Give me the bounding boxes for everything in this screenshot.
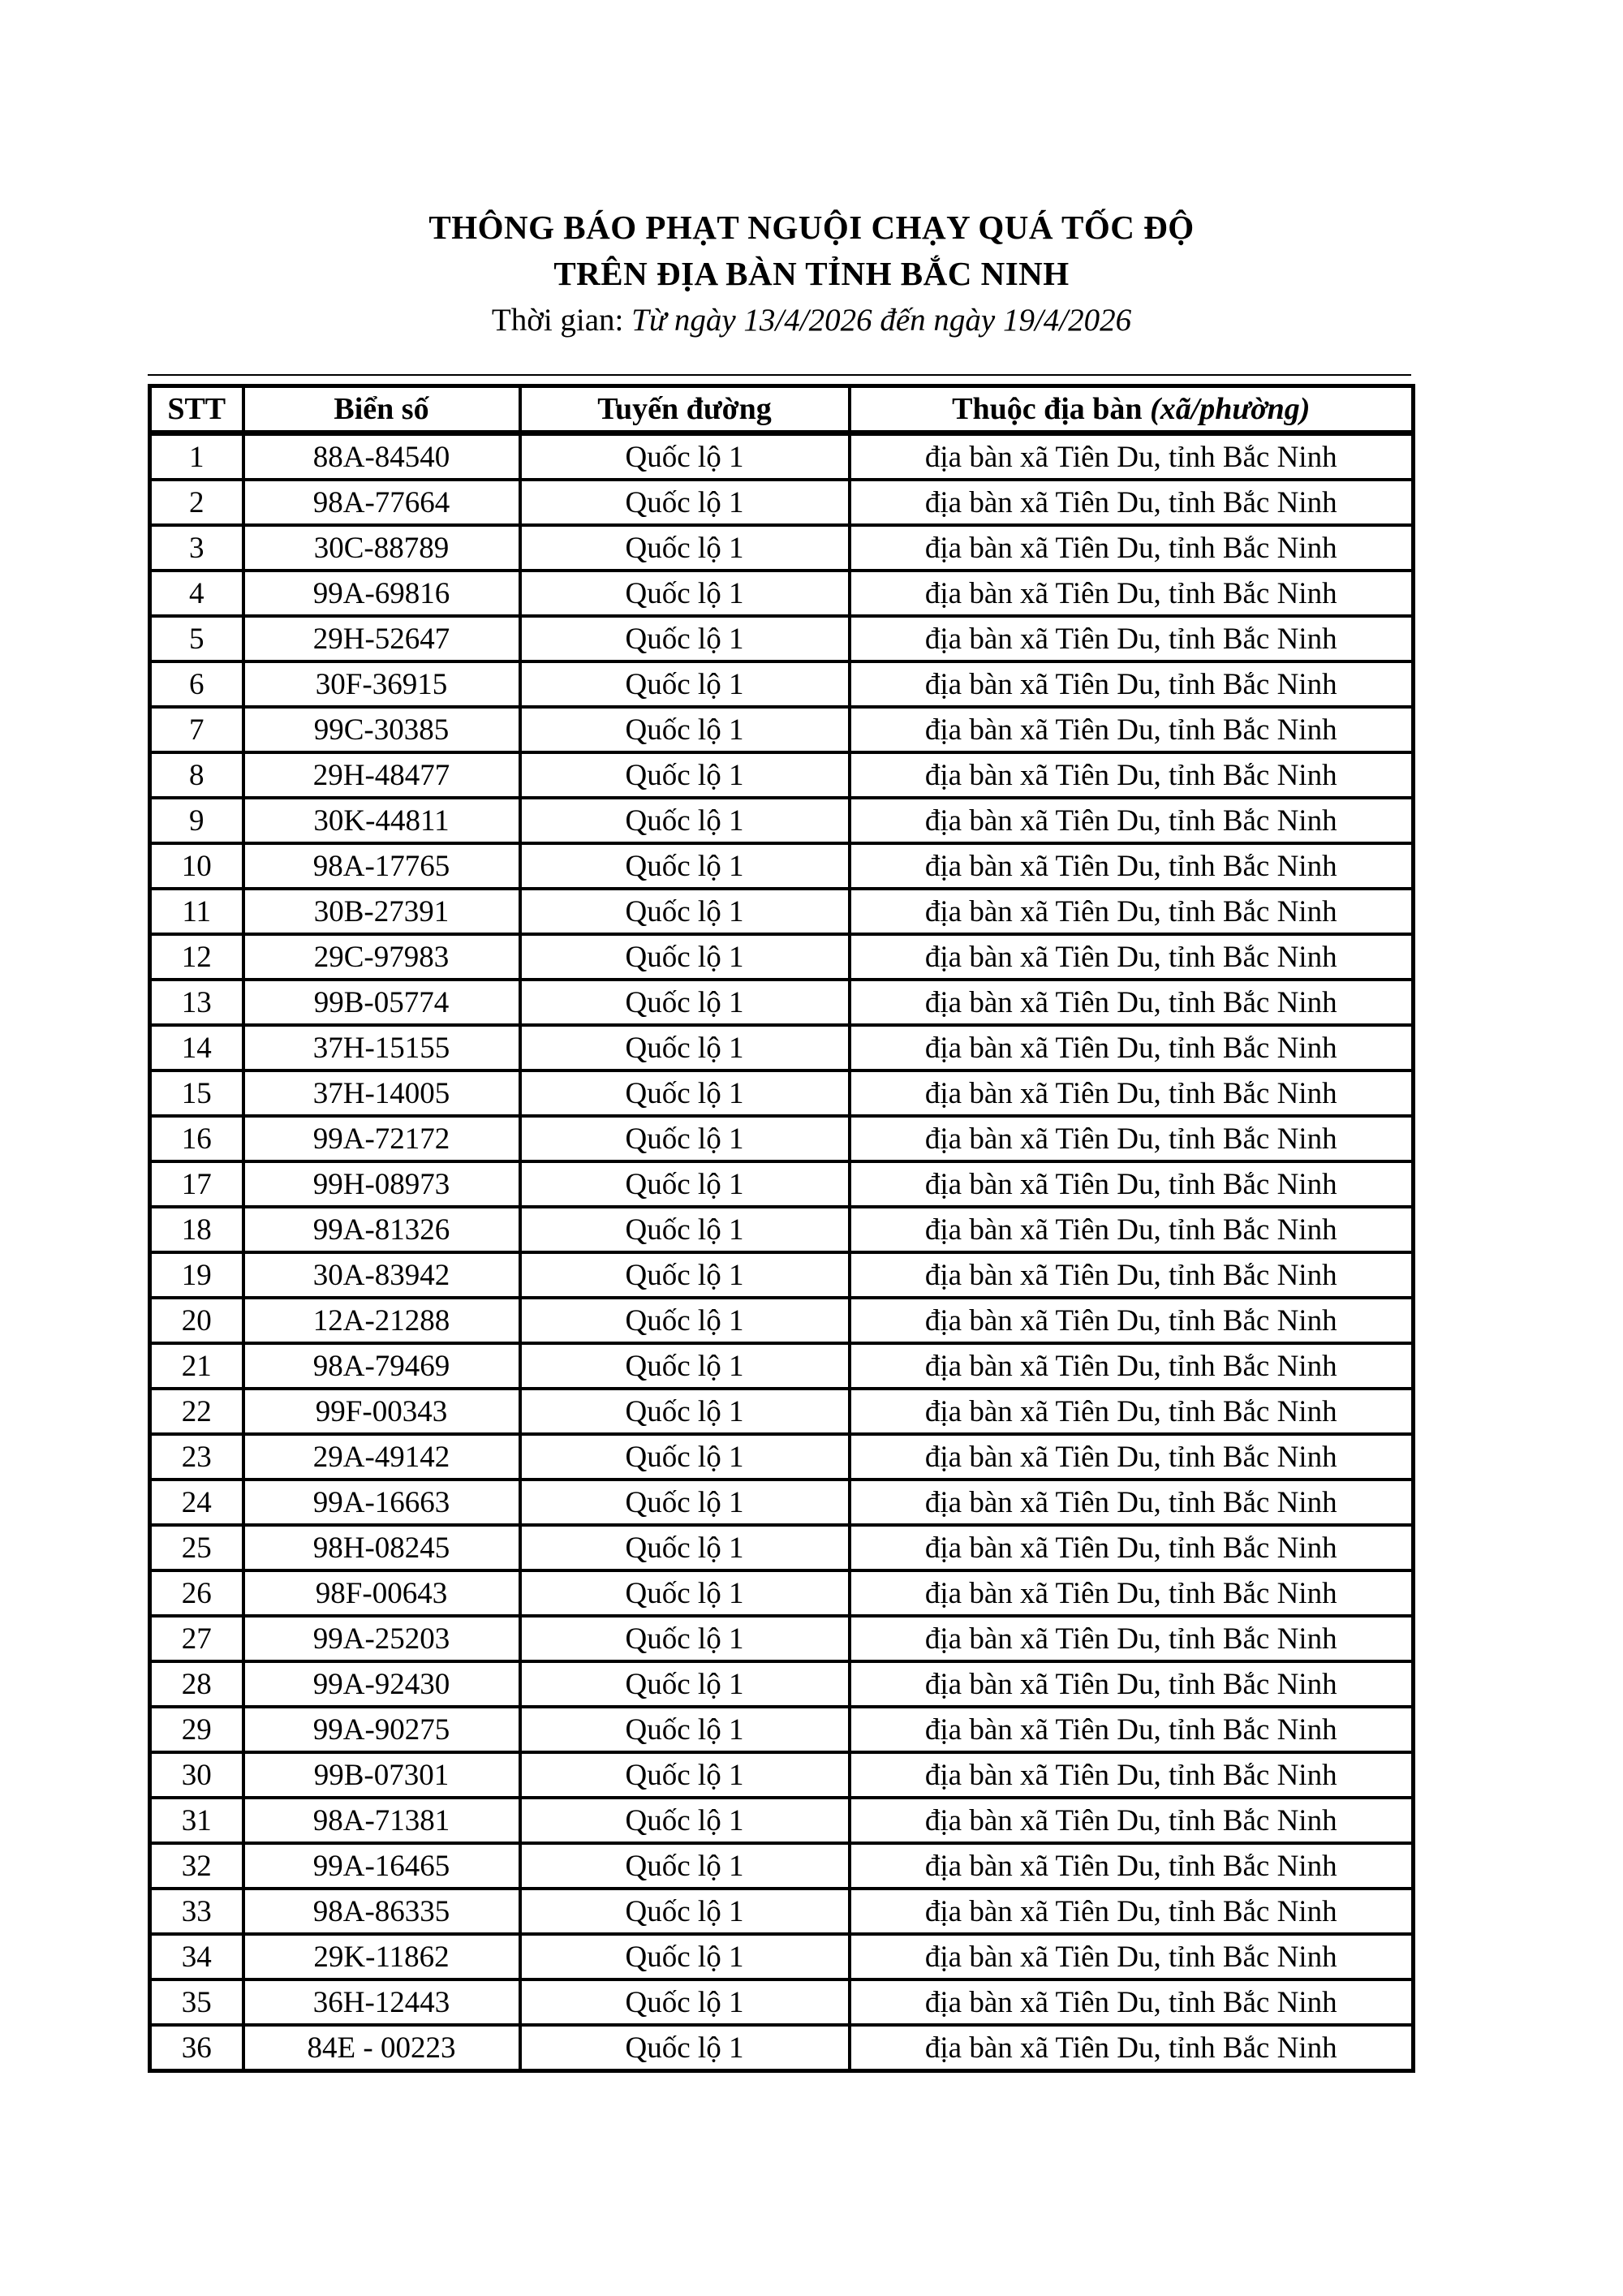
area-cell: địa bàn xã Tiên Du, tỉnh Bắc Ninh — [850, 661, 1414, 707]
route-cell: Quốc lộ 1 — [520, 798, 850, 843]
plate-cell: 99A-25203 — [243, 1616, 520, 1661]
area-cell: địa bàn xã Tiên Du, tỉnh Bắc Ninh — [850, 1161, 1414, 1207]
stt-cell: 3 — [150, 525, 243, 571]
stt-cell: 2 — [150, 480, 243, 525]
stt-cell: 16 — [150, 1116, 243, 1161]
table-row — [150, 1298, 1414, 1343]
area-cell: địa bàn xã Tiên Du, tỉnh Bắc Ninh — [850, 1843, 1414, 1889]
header-area — [850, 386, 1414, 433]
area-cell: địa bàn xã Tiên Du, tỉnh Bắc Ninh — [850, 1116, 1414, 1161]
plate-cell: 29K-11862 — [243, 1934, 520, 1979]
plate-cell: 12A-21288 — [243, 1298, 520, 1343]
route-cell: Quốc lộ 1 — [520, 1207, 850, 1252]
table-row — [150, 525, 1414, 571]
area-cell: địa bàn xã Tiên Du, tỉnh Bắc Ninh — [850, 1934, 1414, 1979]
table-row — [150, 571, 1414, 616]
route-cell: Quốc lộ 1 — [520, 1116, 850, 1161]
plate-cell: 37H-15155 — [243, 1025, 520, 1070]
area-cell: địa bàn xã Tiên Du, tỉnh Bắc Ninh — [850, 1070, 1414, 1116]
route-cell: Quốc lộ 1 — [520, 616, 850, 661]
area-cell: địa bàn xã Tiên Du, tỉnh Bắc Ninh — [850, 1207, 1414, 1252]
stt-cell: 21 — [150, 1343, 243, 1389]
plate-cell: 98A-17765 — [243, 843, 520, 889]
plate-cell: 88A-84540 — [243, 433, 520, 480]
route-cell: Quốc lộ 1 — [520, 752, 850, 798]
route-cell: Quốc lộ 1 — [520, 1389, 850, 1434]
table-row — [150, 1207, 1414, 1252]
stt-cell: 27 — [150, 1616, 243, 1661]
plate-cell: 30C-88789 — [243, 525, 520, 571]
stt-cell: 11 — [150, 889, 243, 934]
route-cell: Quốc lộ 1 — [520, 1934, 850, 1979]
area-cell: địa bàn xã Tiên Du, tỉnh Bắc Ninh — [850, 1525, 1414, 1570]
table-row — [150, 1616, 1414, 1661]
table-row — [150, 1889, 1414, 1934]
plate-cell: 99C-30385 — [243, 707, 520, 752]
route-cell: Quốc lộ 1 — [520, 1570, 850, 1616]
stt-cell: 35 — [150, 1979, 243, 2025]
table-row — [150, 1389, 1414, 1434]
plate-cell: 99A-81326 — [243, 1207, 520, 1252]
route-cell: Quốc lộ 1 — [520, 1979, 850, 2025]
route-cell: Quốc lộ 1 — [520, 433, 850, 480]
plate-cell: 30K-44811 — [243, 798, 520, 843]
table-row — [150, 661, 1414, 707]
stt-cell: 14 — [150, 1025, 243, 1070]
stt-cell: 36 — [150, 2025, 243, 2071]
plate-cell: 99A-90275 — [243, 1707, 520, 1752]
document-header — [0, 205, 1623, 343]
table-row — [150, 1570, 1414, 1616]
table-row — [150, 433, 1414, 480]
table-header-row — [150, 386, 1414, 433]
route-cell: Quốc lộ 1 — [520, 1434, 850, 1480]
document-subtitle — [0, 297, 1623, 343]
table-row — [150, 1161, 1414, 1207]
stt-cell: 19 — [150, 1252, 243, 1298]
route-cell: Quốc lộ 1 — [520, 889, 850, 934]
area-cell: địa bàn xã Tiên Du, tỉnh Bắc Ninh — [850, 1661, 1414, 1707]
area-cell: địa bàn xã Tiên Du, tỉnh Bắc Ninh — [850, 707, 1414, 752]
route-cell: Quốc lộ 1 — [520, 843, 850, 889]
area-cell: địa bàn xã Tiên Du, tỉnh Bắc Ninh — [850, 1434, 1414, 1480]
area-cell: địa bàn xã Tiên Du, tỉnh Bắc Ninh — [850, 433, 1414, 480]
area-cell: địa bàn xã Tiên Du, tỉnh Bắc Ninh — [850, 980, 1414, 1025]
plate-cell: 98A-86335 — [243, 1889, 520, 1934]
table-row — [150, 1116, 1414, 1161]
header-area-note: (xã/phường) — [1150, 392, 1311, 426]
route-cell: Quốc lộ 1 — [520, 1252, 850, 1298]
stt-cell: 34 — [150, 1934, 243, 1979]
plate-cell: 29H-52647 — [243, 616, 520, 661]
route-cell: Quốc lộ 1 — [520, 1298, 850, 1343]
area-cell: địa bàn xã Tiên Du, tỉnh Bắc Ninh — [850, 1798, 1414, 1843]
table-row — [150, 1343, 1414, 1389]
stt-cell: 25 — [150, 1525, 243, 1570]
route-cell: Quốc lộ 1 — [520, 2025, 850, 2071]
stt-cell: 6 — [150, 661, 243, 707]
table-row — [150, 1661, 1414, 1707]
plate-cell: 99A-72172 — [243, 1116, 520, 1161]
table-top-rule — [148, 374, 1411, 376]
area-cell: địa bàn xã Tiên Du, tỉnh Bắc Ninh — [850, 1252, 1414, 1298]
stt-cell: 29 — [150, 1707, 243, 1752]
stt-cell: 30 — [150, 1752, 243, 1798]
plate-cell: 30A-83942 — [243, 1252, 520, 1298]
stt-cell: 22 — [150, 1389, 243, 1434]
stt-cell: 1 — [150, 433, 243, 480]
table-row — [150, 480, 1414, 525]
plate-cell: 30F-36915 — [243, 661, 520, 707]
stt-cell: 5 — [150, 616, 243, 661]
table-row — [150, 1480, 1414, 1525]
table-row — [150, 1025, 1414, 1070]
stt-cell: 18 — [150, 1207, 243, 1252]
stt-cell: 15 — [150, 1070, 243, 1116]
plate-cell: 84E - 00223 — [243, 2025, 520, 2071]
area-cell: địa bàn xã Tiên Du, tỉnh Bắc Ninh — [850, 1707, 1414, 1752]
subtitle-label: Thời gian: — [491, 303, 632, 338]
area-cell: địa bàn xã Tiên Du, tỉnh Bắc Ninh — [850, 1343, 1414, 1389]
subtitle-date-range: Từ ngày 13/4/2026 đến ngày 19/4/2026 — [631, 303, 1132, 338]
area-cell: địa bàn xã Tiên Du, tỉnh Bắc Ninh — [850, 752, 1414, 798]
route-cell: Quốc lộ 1 — [520, 1070, 850, 1116]
table-row — [150, 889, 1414, 934]
document-title-line1: THÔNG BÁO PHẠT NGUỘI CHẠY QUÁ TỐC ĐỘ — [428, 209, 1195, 246]
table-row — [150, 934, 1414, 980]
route-cell: Quốc lộ 1 — [520, 1798, 850, 1843]
stt-cell: 7 — [150, 707, 243, 752]
table-row — [150, 1525, 1414, 1570]
route-cell: Quốc lộ 1 — [520, 525, 850, 571]
route-cell: Quốc lộ 1 — [520, 661, 850, 707]
route-cell: Quốc lộ 1 — [520, 1525, 850, 1570]
plate-cell: 99A-16465 — [243, 1843, 520, 1889]
table-row — [150, 752, 1414, 798]
area-cell: địa bàn xã Tiên Du, tỉnh Bắc Ninh — [850, 480, 1414, 525]
violation-table — [148, 384, 1415, 2073]
table-row — [150, 616, 1414, 661]
stt-cell: 24 — [150, 1480, 243, 1525]
plate-cell: 99A-92430 — [243, 1661, 520, 1707]
stt-cell: 33 — [150, 1889, 243, 1934]
area-cell: địa bàn xã Tiên Du, tỉnh Bắc Ninh — [850, 1570, 1414, 1616]
plate-cell: 37H-14005 — [243, 1070, 520, 1116]
route-cell: Quốc lộ 1 — [520, 1889, 850, 1934]
header-plate: Biển số — [243, 386, 520, 433]
area-cell: địa bàn xã Tiên Du, tỉnh Bắc Ninh — [850, 1979, 1414, 2025]
area-cell: địa bàn xã Tiên Du, tỉnh Bắc Ninh — [850, 843, 1414, 889]
route-cell: Quốc lộ 1 — [520, 1161, 850, 1207]
route-cell: Quốc lộ 1 — [520, 1616, 850, 1661]
route-cell: Quốc lộ 1 — [520, 707, 850, 752]
stt-cell: 13 — [150, 980, 243, 1025]
stt-cell: 28 — [150, 1661, 243, 1707]
plate-cell: 29A-49142 — [243, 1434, 520, 1480]
route-cell: Quốc lộ 1 — [520, 934, 850, 980]
stt-cell: 8 — [150, 752, 243, 798]
table-row — [150, 1070, 1414, 1116]
stt-cell: 32 — [150, 1843, 243, 1889]
route-cell: Quốc lộ 1 — [520, 1752, 850, 1798]
table-row — [150, 1934, 1414, 1979]
stt-cell: 17 — [150, 1161, 243, 1207]
stt-cell: 31 — [150, 1798, 243, 1843]
header-route: Tuyến đường — [520, 386, 850, 433]
table-row — [150, 1843, 1414, 1889]
header-area-label: Thuộc địa bàn — [952, 392, 1151, 426]
area-cell: địa bàn xã Tiên Du, tỉnh Bắc Ninh — [850, 616, 1414, 661]
area-cell: địa bàn xã Tiên Du, tỉnh Bắc Ninh — [850, 525, 1414, 571]
plate-cell: 99H-08973 — [243, 1161, 520, 1207]
table-row — [150, 1798, 1414, 1843]
plate-cell: 30B-27391 — [243, 889, 520, 934]
area-cell: địa bàn xã Tiên Du, tỉnh Bắc Ninh — [850, 571, 1414, 616]
route-cell: Quốc lộ 1 — [520, 980, 850, 1025]
area-cell: địa bàn xã Tiên Du, tỉnh Bắc Ninh — [850, 889, 1414, 934]
plate-cell: 99F-00343 — [243, 1389, 520, 1434]
plate-cell: 98A-79469 — [243, 1343, 520, 1389]
table-row — [150, 1707, 1414, 1752]
area-cell: địa bàn xã Tiên Du, tỉnh Bắc Ninh — [850, 1298, 1414, 1343]
area-cell: địa bàn xã Tiên Du, tỉnh Bắc Ninh — [850, 934, 1414, 980]
table-row — [150, 2025, 1414, 2071]
stt-cell: 12 — [150, 934, 243, 980]
route-cell: Quốc lộ 1 — [520, 1480, 850, 1525]
route-cell: Quốc lộ 1 — [520, 1343, 850, 1389]
table-row — [150, 707, 1414, 752]
area-cell: địa bàn xã Tiên Du, tỉnh Bắc Ninh — [850, 2025, 1414, 2071]
plate-cell: 98A-77664 — [243, 480, 520, 525]
route-cell: Quốc lộ 1 — [520, 1707, 850, 1752]
route-cell: Quốc lộ 1 — [520, 1661, 850, 1707]
plate-cell: 99B-07301 — [243, 1752, 520, 1798]
stt-cell: 10 — [150, 843, 243, 889]
plate-cell: 29H-48477 — [243, 752, 520, 798]
stt-cell: 23 — [150, 1434, 243, 1480]
table-body — [150, 433, 1414, 2071]
table-row — [150, 1434, 1414, 1480]
area-cell: địa bàn xã Tiên Du, tỉnh Bắc Ninh — [850, 1752, 1414, 1798]
plate-cell: 98A-71381 — [243, 1798, 520, 1843]
area-cell: địa bàn xã Tiên Du, tỉnh Bắc Ninh — [850, 798, 1414, 843]
plate-cell: 36H-12443 — [243, 1979, 520, 2025]
table-row — [150, 980, 1414, 1025]
plate-cell: 98F-00643 — [243, 1570, 520, 1616]
document-title-line2: TRÊN ĐỊA BÀN TỈNH BẮC NINH — [553, 255, 1070, 292]
header-stt: STT — [150, 386, 243, 433]
area-cell: địa bàn xã Tiên Du, tỉnh Bắc Ninh — [850, 1389, 1414, 1434]
table-row — [150, 1979, 1414, 2025]
route-cell: Quốc lộ 1 — [520, 1025, 850, 1070]
plate-cell: 98H-08245 — [243, 1525, 520, 1570]
plate-cell: 29C-97983 — [243, 934, 520, 980]
route-cell: Quốc lộ 1 — [520, 1843, 850, 1889]
plate-cell: 99A-69816 — [243, 571, 520, 616]
plate-cell: 99B-05774 — [243, 980, 520, 1025]
route-cell: Quốc lộ 1 — [520, 480, 850, 525]
stt-cell: 9 — [150, 798, 243, 843]
route-cell: Quốc lộ 1 — [520, 571, 850, 616]
table-row — [150, 843, 1414, 889]
plate-cell: 99A-16663 — [243, 1480, 520, 1525]
table-row — [150, 1752, 1414, 1798]
stt-cell: 4 — [150, 571, 243, 616]
area-cell: địa bàn xã Tiên Du, tỉnh Bắc Ninh — [850, 1025, 1414, 1070]
area-cell: địa bàn xã Tiên Du, tỉnh Bắc Ninh — [850, 1616, 1414, 1661]
area-cell: địa bàn xã Tiên Du, tỉnh Bắc Ninh — [850, 1889, 1414, 1934]
table-row — [150, 1252, 1414, 1298]
stt-cell: 20 — [150, 1298, 243, 1343]
area-cell: địa bàn xã Tiên Du, tỉnh Bắc Ninh — [850, 1480, 1414, 1525]
stt-cell: 26 — [150, 1570, 243, 1616]
table-row — [150, 798, 1414, 843]
